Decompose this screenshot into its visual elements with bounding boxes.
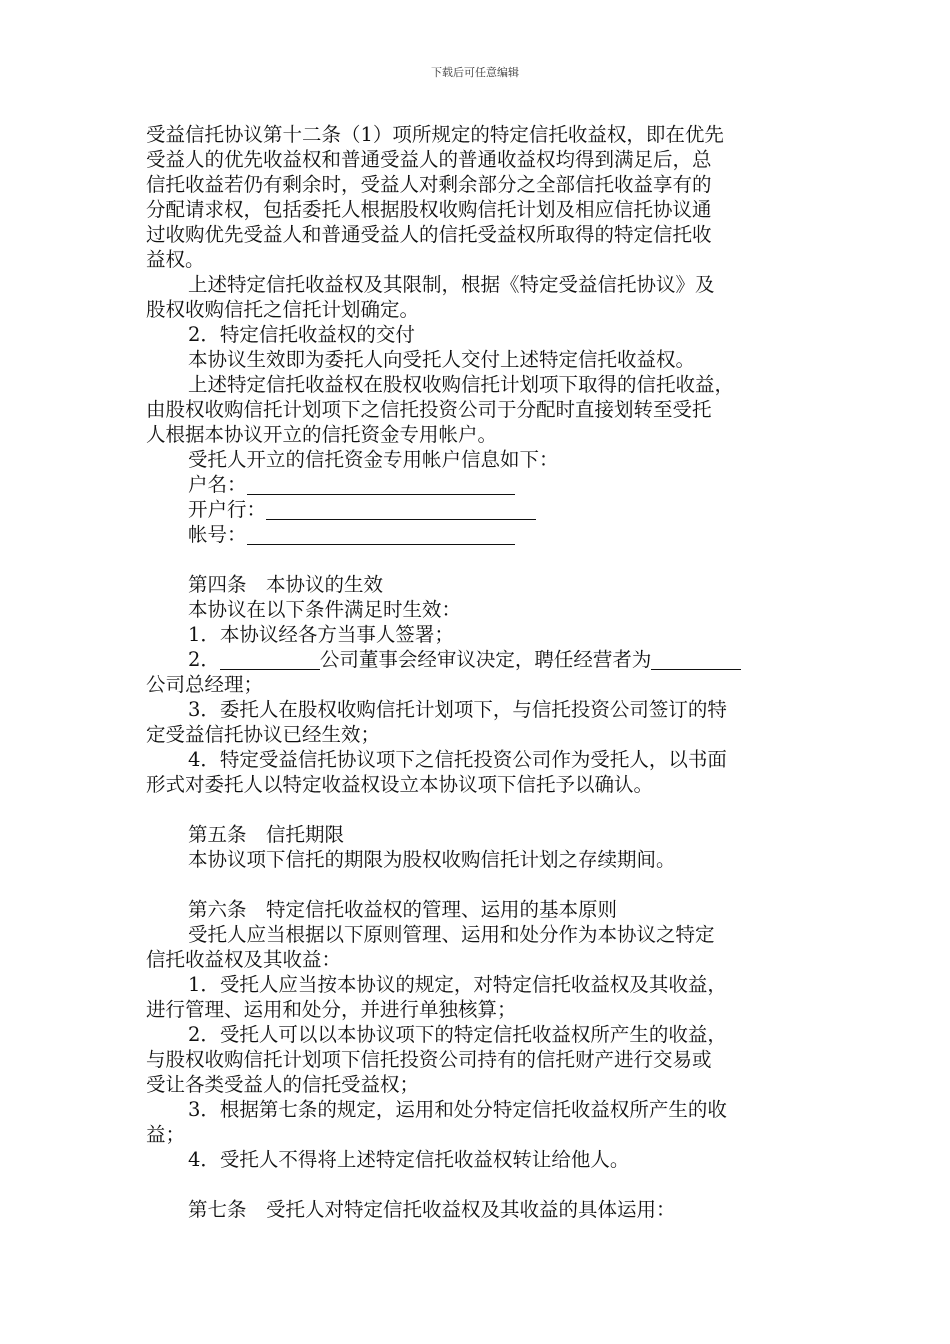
blank-line xyxy=(146,872,810,897)
paragraph-line: 受让各类受益人的信托受益权； xyxy=(146,1073,420,1096)
document-body xyxy=(146,122,810,1222)
paragraph-line: 益； xyxy=(146,1123,186,1146)
paragraph-line: 上述特定信托收益权在股权收购信托计划项下取得的信托收益， xyxy=(188,373,735,396)
blank-line xyxy=(146,797,810,822)
account-name-blank xyxy=(247,476,515,495)
page-header: 下载后可任意编辑 xyxy=(431,66,519,79)
blank-line xyxy=(146,1172,810,1197)
paragraph-line: 过收购优先受益人和普通受益人的信托受益权所取得的特定信托收 xyxy=(146,223,712,246)
paragraph-line: 受益人的优先收益权和普通受益人的普通收益权均得到满足后，总 xyxy=(146,148,712,171)
paragraph-line: 由股权收购信托计划项下之信托投资公司于分配时直接划转至受托 xyxy=(146,398,712,421)
article-6-title: 第六条 特定信托收益权的管理、运用的基本原则 xyxy=(188,898,618,921)
paragraph-line: 形式对委托人以特定收益权设立本协议项下信托予以确认。 xyxy=(146,773,654,796)
paragraph-line: 本协议在以下条件满足时生效： xyxy=(188,598,462,621)
list-item: 4．受托人不得将上述特定信托收益权转让给他人。 xyxy=(188,1148,630,1171)
paragraph-line: 信托收益若仍有剩余时，受益人对剩余部分之全部信托收益享有的 xyxy=(146,173,712,196)
paragraph-line: 与股权收购信托计划项下信托投资公司持有的信托财产进行交易或 xyxy=(146,1048,712,1071)
paragraph-line: 股权收购信托之信托计划确定。 xyxy=(146,298,420,321)
list-item: 1．受托人应当按本协议的规定，对特定信托收益权及其收益， xyxy=(188,973,727,996)
paragraph-line: 分配请求权，包括委托人根据股权收购信托计划及相应信托协议通 xyxy=(146,198,712,221)
account-number-blank xyxy=(247,526,515,545)
account-name-row xyxy=(146,472,810,497)
manager-blank xyxy=(651,651,741,670)
paragraph-line: 本协议项下信托的期限为股权收购信托计划之存续期间。 xyxy=(188,848,676,871)
account-number-row xyxy=(146,522,810,547)
account-bank-label: 开户行： xyxy=(188,498,267,521)
account-name-label: 户名： xyxy=(188,473,247,496)
list-item: 3．根据第七条的规定，运用和处分特定信托收益权所产生的收 xyxy=(188,1098,727,1121)
paragraph-line: 人根据本协议开立的信托资金专用帐户。 xyxy=(146,423,498,446)
account-number-label: 帐号： xyxy=(188,523,247,546)
paragraph-line: 上述特定信托收益权及其限制，根据《特定受益信托协议》及 xyxy=(188,273,715,296)
paragraph-line: 受托人应当根据以下原则管理、运用和处分作为本协议之特定 xyxy=(188,923,715,946)
list-text: 公司董事会经审议决定，聘任经营者为 xyxy=(319,648,652,671)
company-blank xyxy=(220,651,320,670)
list-number: 2． xyxy=(188,648,220,671)
list-item: 4．特定受益信托协议项下之信托投资公司作为受托人，以书面 xyxy=(188,748,727,771)
article-5-title: 第五条 信托期限 xyxy=(188,823,345,846)
list-item: 2．受托人可以以本协议项下的特定信托收益权所产生的收益， xyxy=(188,1023,727,1046)
account-bank-row xyxy=(146,497,810,522)
paragraph-line: 定受益信托协议已经生效； xyxy=(146,723,381,746)
paragraph-line: 本协议生效即为委托人向受托人交付上述特定信托收益权。 xyxy=(188,348,696,371)
account-bank-blank xyxy=(266,501,536,520)
list-item: 3．委托人在股权收购信托计划项下，与信托投资公司签订的特 xyxy=(188,698,727,721)
article-4-title: 第四条 本协议的生效 xyxy=(188,573,384,596)
blank-line xyxy=(146,547,810,572)
section-heading: 2．特定信托收益权的交付 xyxy=(188,323,415,346)
paragraph-line: 益权。 xyxy=(146,248,205,271)
article-7-title: 第七条 受托人对特定信托收益权及其收益的具体运用： xyxy=(188,1198,676,1221)
paragraph-line: 受托人开立的信托资金专用帐户信息如下： xyxy=(188,448,559,471)
paragraph-line: 公司总经理； xyxy=(146,673,264,696)
paragraph-line: 信托收益权及其收益： xyxy=(146,948,342,971)
paragraph-line: 受益信托协议第十二条（1）项所规定的特定信托收益权，即在优先 xyxy=(146,123,724,146)
paragraph-line: 进行管理、运用和处分，并进行单独核算； xyxy=(146,998,517,1021)
list-item: 1．本协议经各方当事人签署； xyxy=(188,623,454,646)
list-item xyxy=(146,647,810,672)
